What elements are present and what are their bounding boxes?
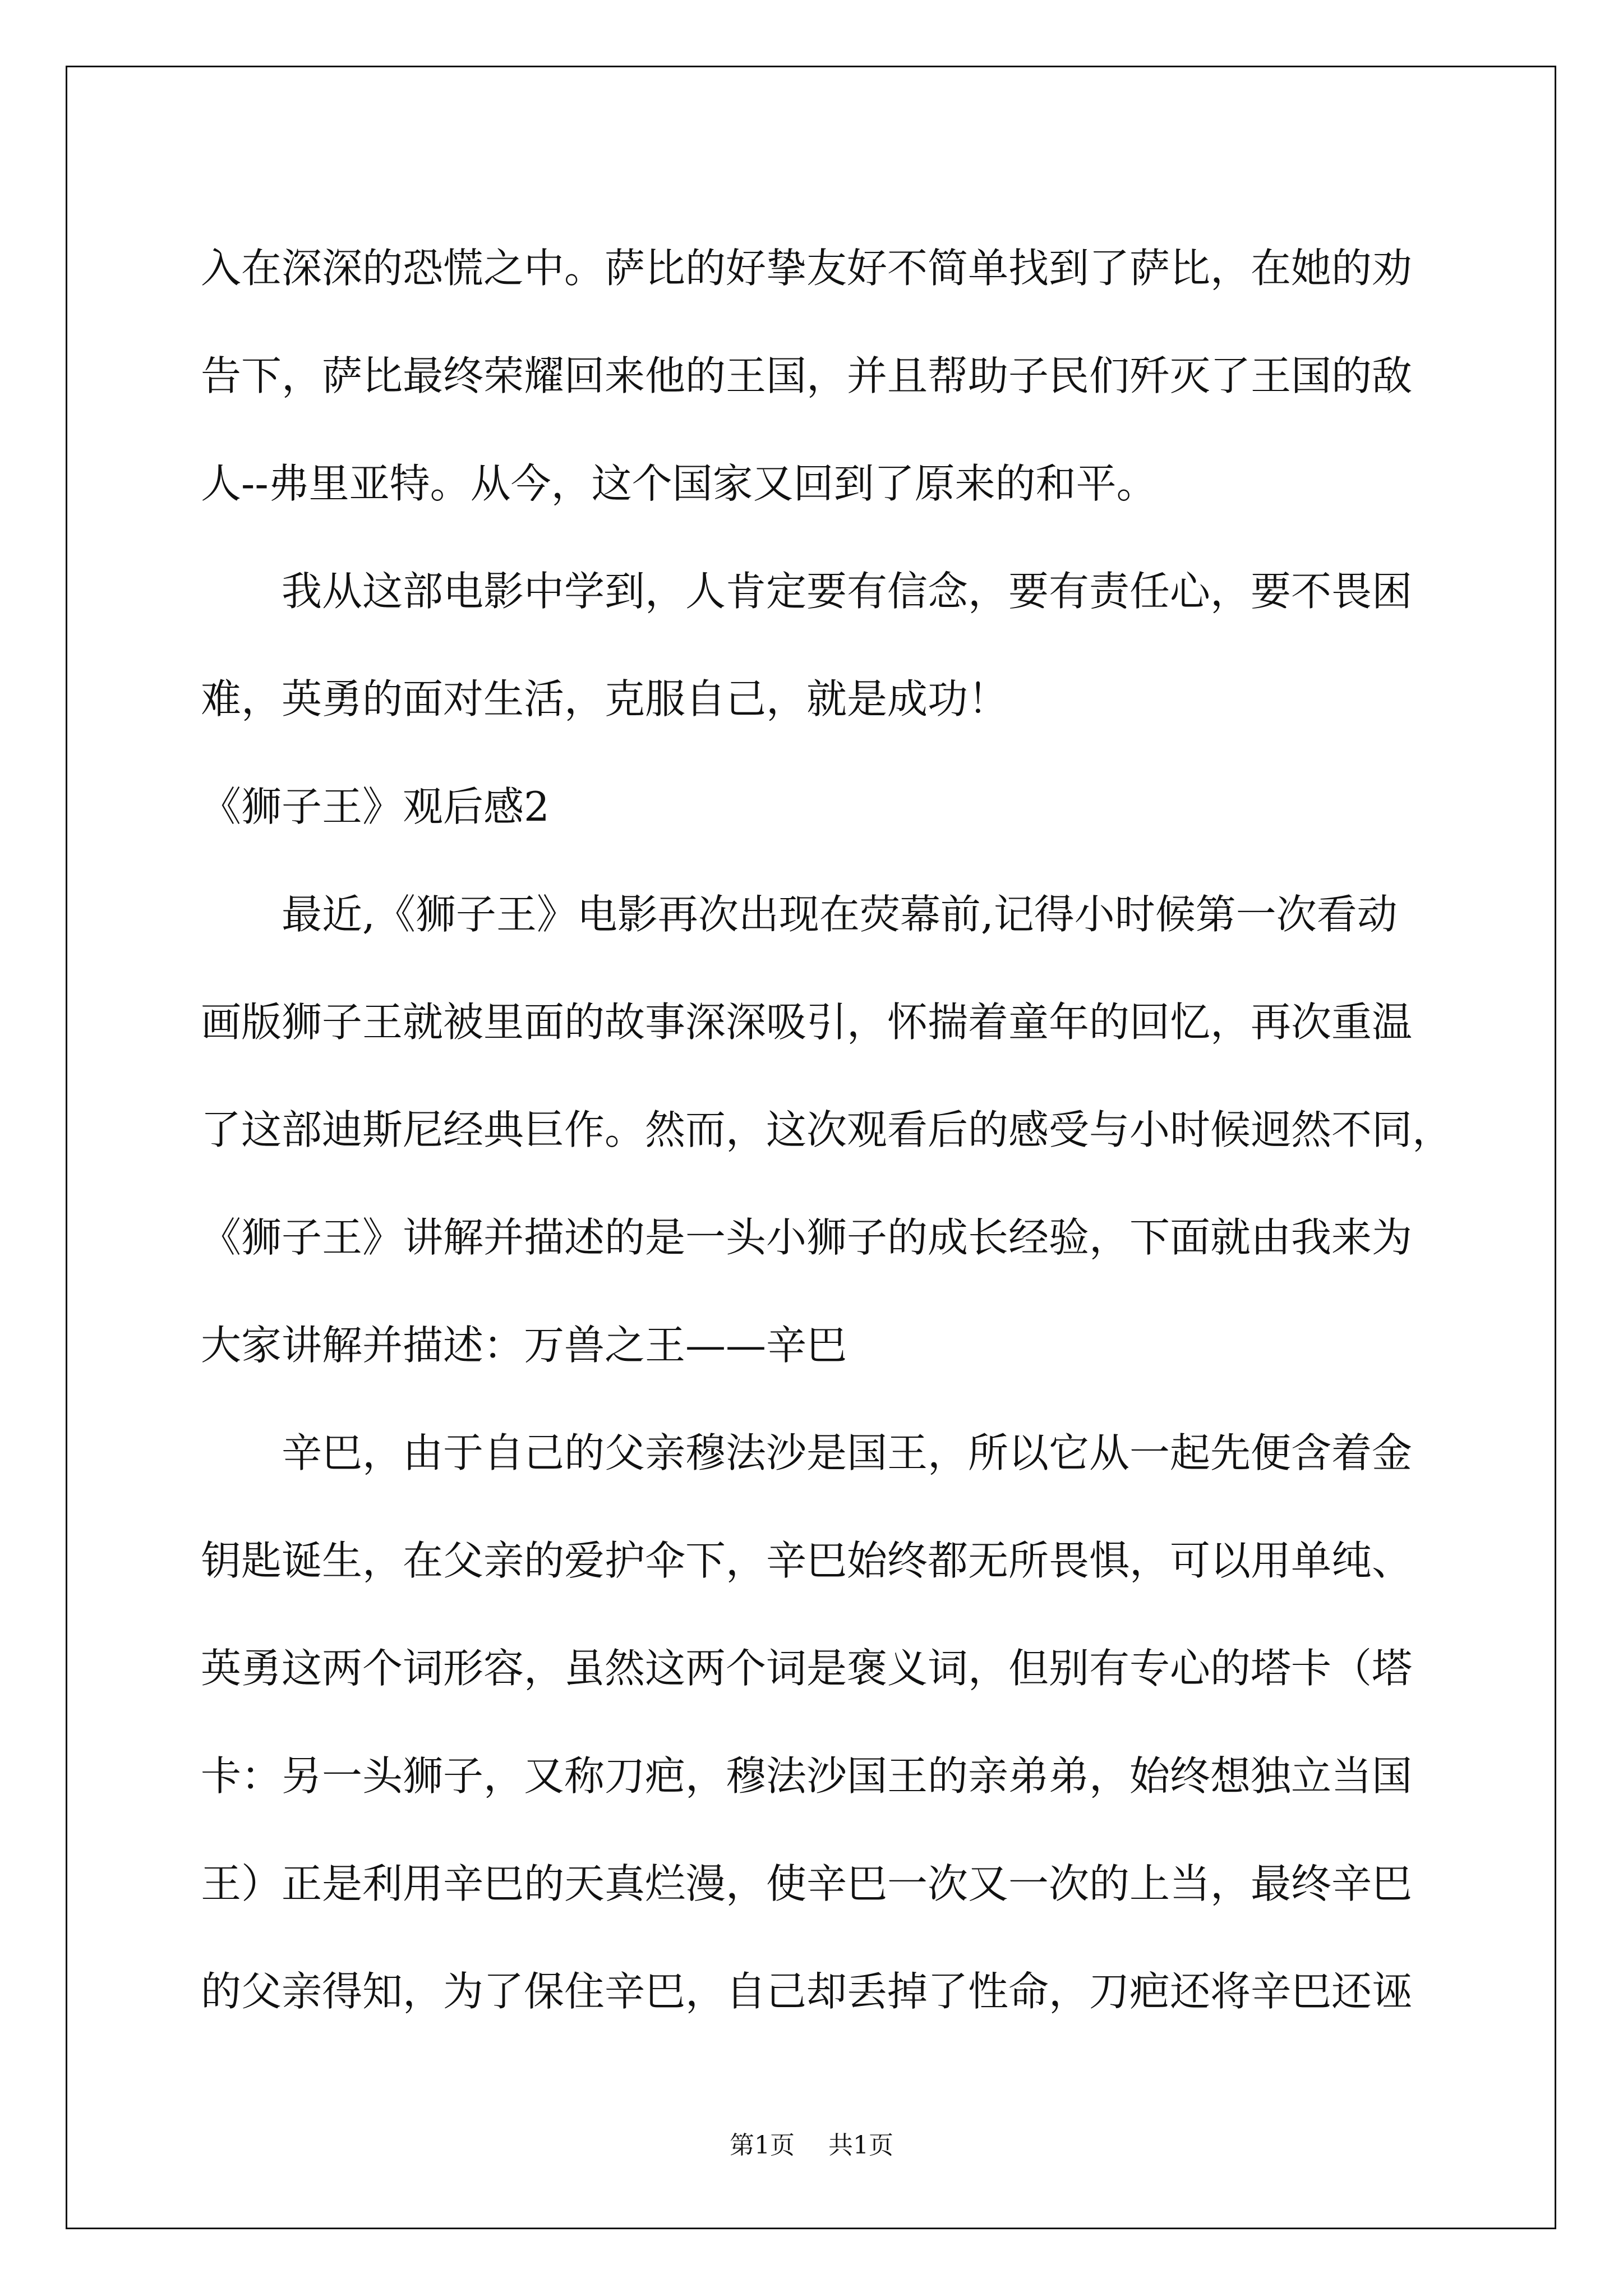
text-line: 《狮子王》讲解并描述的是一头小狮子的成长经验，下面就由我来为 — [201, 1214, 1413, 1261]
text-line: 钥匙诞生，在父亲的爱护伞下，辛巴始终都无所畏惧，可以用单纯、 — [201, 1537, 1413, 1584]
document-body — [201, 214, 1491, 2045]
text-line: 难，英勇的面对生活，克服自己，就是成功！ — [201, 675, 1009, 723]
text-line: 我从这部电影中学到，人肯定要有信念，要有责任心，要不畏困 — [282, 568, 1413, 615]
page-number: 第1页 — [730, 2131, 795, 2160]
text-line: 了这部迪斯尼经典巨作。然而，这次观看后的感受与小时候迥然不同， — [201, 1106, 1453, 1153]
text-line: 英勇这两个词形容，虽然这两个词是褒义词，但别有专心的塔卡（塔 — [201, 1645, 1413, 1692]
text-line: 辛巴，由于自己的父亲穆法沙是国王，所以它从一起先便含着金 — [282, 1429, 1413, 1476]
text-line: 王）正是利用辛巴的天真烂漫，使辛巴一次又一次的上当，最终辛巴 — [201, 1860, 1413, 1907]
section-heading: 《狮子王》观后感2 — [201, 783, 550, 830]
text-line: 入在深深的恐慌之中。萨比的好挚友好不简单找到了萨比，在她的劝 — [201, 245, 1413, 292]
text-line: 人--弗里亚特。从今，这个国家又回到了原来的和平。 — [201, 460, 1157, 507]
text-line: 的父亲得知，为了保住辛巴，自己却丢掉了性命，刀疤还将辛巴还诬 — [201, 1968, 1413, 2015]
page-footer — [0, 2129, 1623, 2162]
text-line: 卡：另一头狮子，又称刀疤，穆法沙国王的亲弟弟，始终想独立当国 — [201, 1752, 1413, 1800]
text-line: 告下，萨比最终荣耀回来他的王国，并且帮助子民们歼灭了王国的敌 — [201, 352, 1413, 399]
page-total: 共1页 — [828, 2131, 893, 2160]
text-line: 最近,《狮子王》电影再次出现在荧幕前,记得小时候第一次看动 — [282, 891, 1398, 938]
text-line: 画版狮子王就被里面的故事深深吸引，怀揣着童年的回忆，再次重温 — [201, 999, 1413, 1046]
text-line: 大家讲解并描述：万兽之王——辛巴 — [201, 1322, 847, 1369]
